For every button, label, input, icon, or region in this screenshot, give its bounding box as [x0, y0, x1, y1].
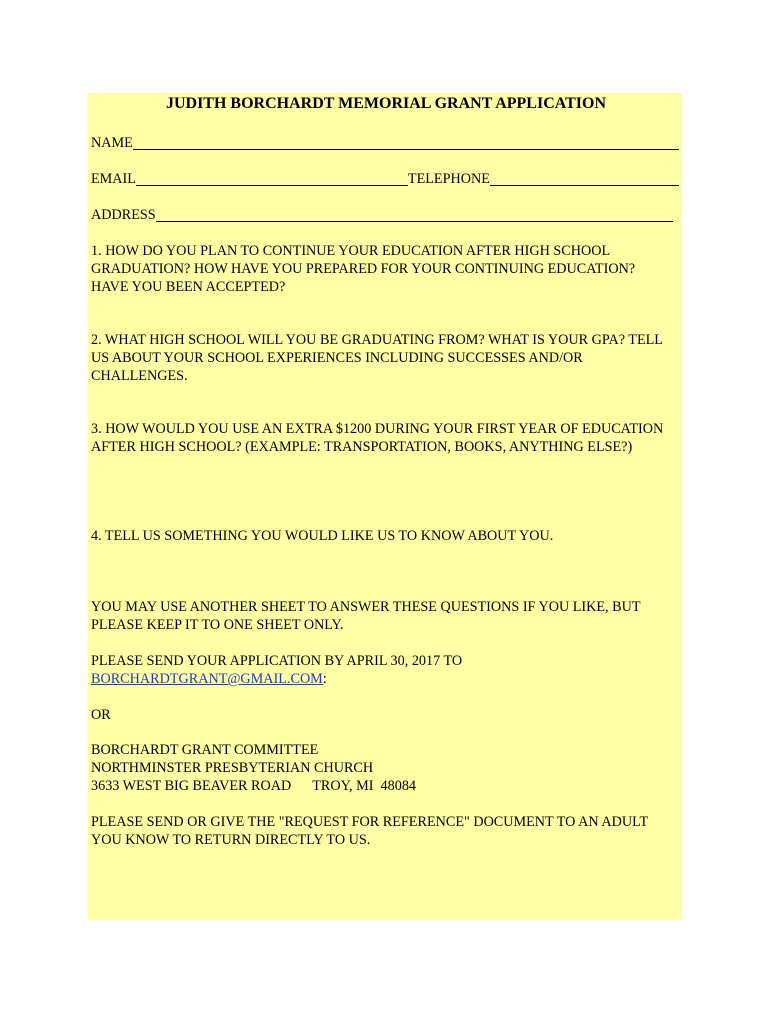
email-label: EMAIL [91, 171, 136, 187]
email-suffix: : [322, 671, 327, 687]
extra-sheet-note [91, 598, 661, 634]
email-telephone-row [91, 170, 679, 188]
mailing-address [91, 741, 666, 795]
or-separator [91, 706, 666, 724]
extra-sheet-text: YOU MAY USE ANOTHER SHEET TO ANSWER THESE QUESTIONS IF YOU LIKE, BUT PLEASE KEEP IT TO ONE SHEET ONLY. [91, 599, 641, 633]
or-text: OR [91, 707, 111, 723]
telephone-field[interactable] [490, 171, 679, 186]
send-instructions [91, 652, 666, 688]
address-label: ADDRESS [91, 207, 156, 223]
reference-note [91, 813, 651, 849]
telephone-label: TELEPHONE [407, 171, 490, 187]
address-field-row [91, 206, 673, 224]
email-address-line [91, 670, 666, 688]
name-field[interactable] [133, 135, 679, 150]
question-3 [91, 420, 666, 456]
address-field[interactable] [156, 207, 673, 222]
address-line-3: 3633 WEST BIG BEAVER ROAD TROY, MI 48084 [91, 778, 417, 794]
name-field-row [91, 134, 679, 152]
address-line-2: NORTHMINSTER PRESBYTERIAN CHURCH [91, 760, 374, 776]
send-by-text: PLEASE SEND YOUR APPLICATION BY APRIL 30, 2017 TO [91, 653, 463, 669]
email-field[interactable] [136, 171, 408, 186]
question-4-text: 4. TELL US SOMETHING YOU WOULD LIKE US TO KNOW ABOUT YOU. [91, 528, 554, 544]
address-line-1: BORCHARDT GRANT COMMITTEE [91, 742, 319, 758]
question-2 [91, 331, 666, 385]
form-title: JUDITH BORCHARDT MEMORIAL GRANT APPLICATION [165, 95, 607, 112]
question-1 [91, 242, 666, 296]
email-address-link[interactable]: BORCHARDTGRANT@GMAIL.COM [91, 671, 323, 687]
question-1-text: 1. HOW DO YOU PLAN TO CONTINUE YOUR EDUCATION AFTER HIGH SCHOOL GRADUATION? HOW HAVE YOU PREPARED FOR YOUR CONTINUING EDUCATION? HAVE YOU BEEN ACCEPTED? [91, 243, 636, 295]
question-2-text: 2. WHAT HIGH SCHOOL WILL YOU BE GRADUATING FROM? WHAT IS YOUR GPA? TELL US ABOUT YOUR SCHOOL EXPERIENCES INCLUDING SUCCESSES AND/OR CHALLENGES. [91, 332, 663, 384]
question-4 [91, 527, 666, 545]
question-3-text: 3. HOW WOULD YOU USE AN EXTRA $1200 DURING YOUR FIRST YEAR OF EDUCATION AFTER HIGH SCHOOL? (EXAMPLE: TRANSPORTATION, BOOKS, ANYTHING ELSE?) [91, 421, 664, 455]
reference-text: PLEASE SEND OR GIVE THE "REQUEST FOR REFERENCE" DOCUMENT TO AN ADULT YOU KNOW TO RETURN DIRECTLY TO US. [91, 814, 648, 848]
name-label: NAME [91, 135, 133, 151]
